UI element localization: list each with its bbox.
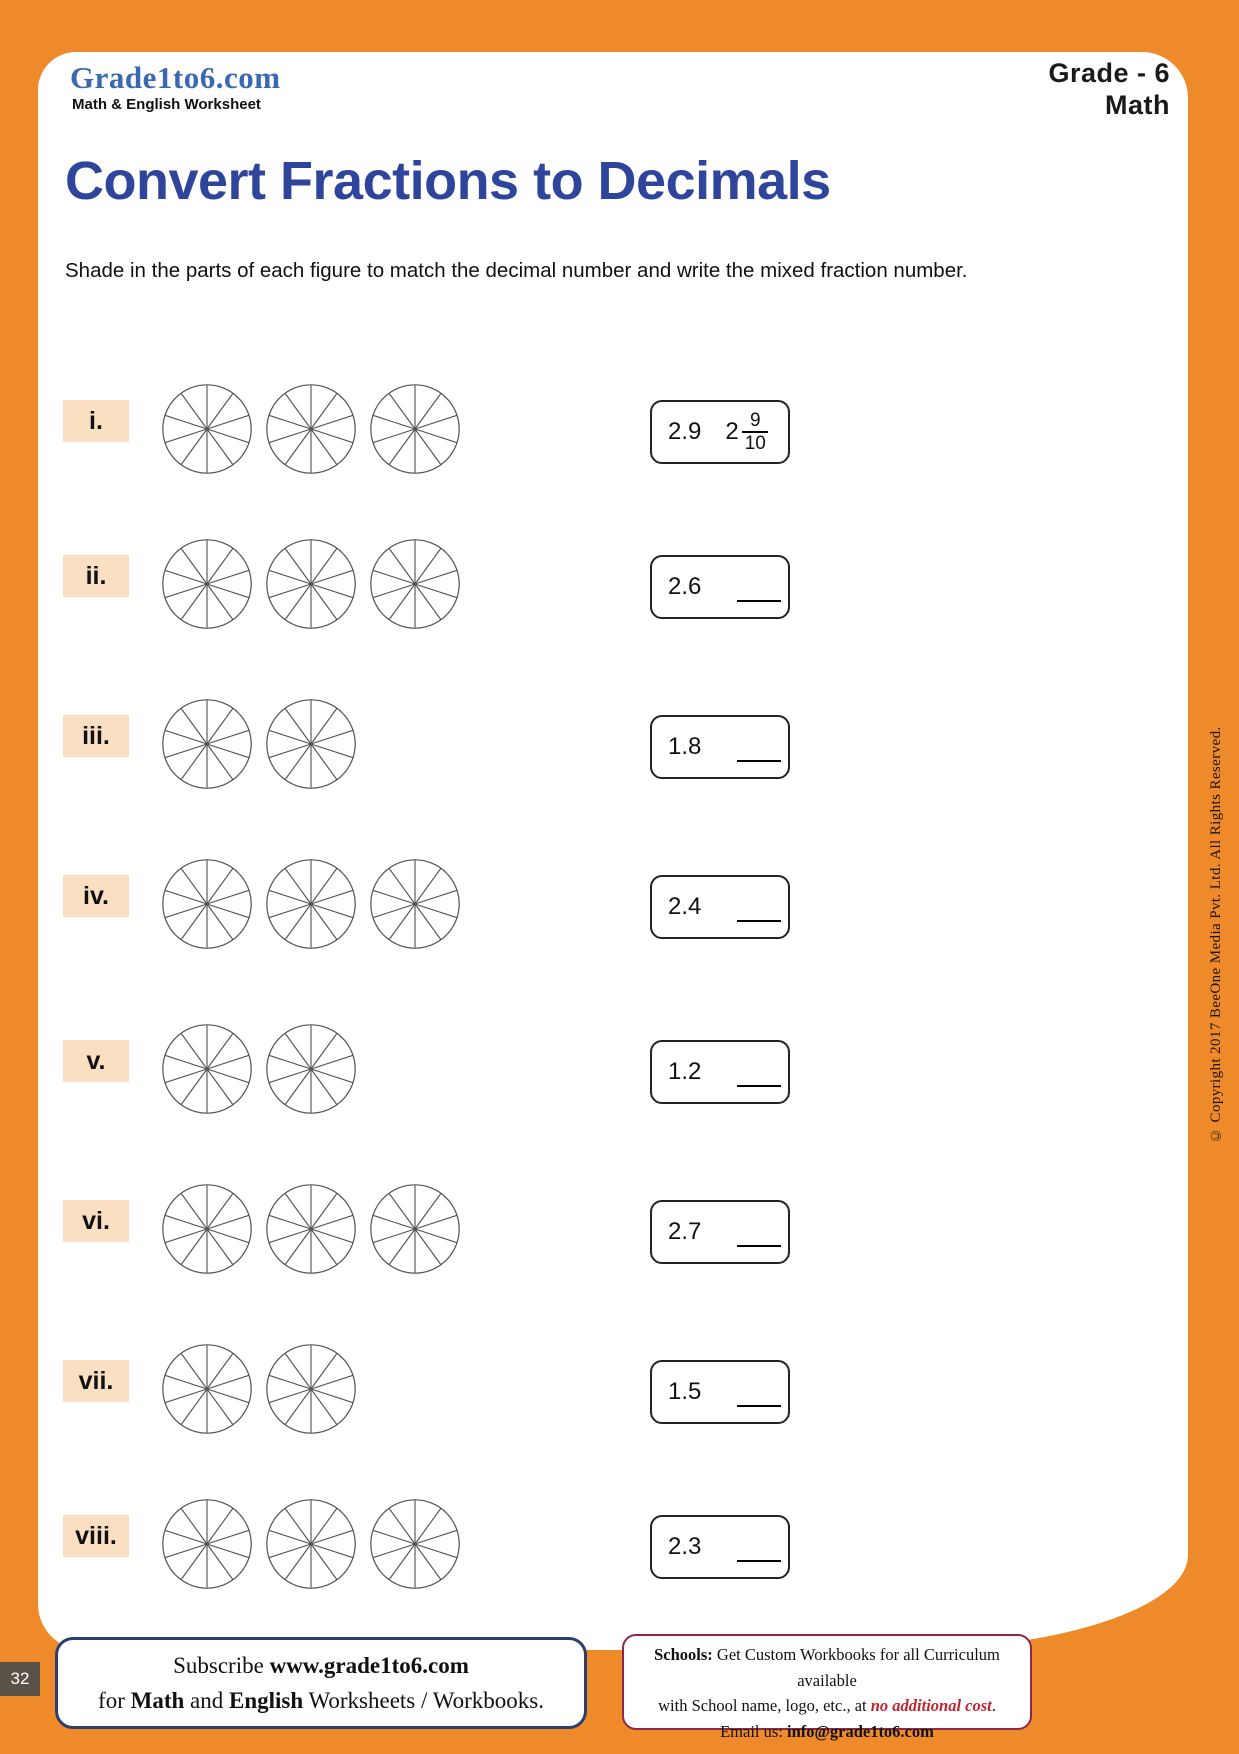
row-label: vii. [63, 1360, 129, 1402]
schools-line1: Schools: Get Custom Workbooks for all Curriculum available [654, 1645, 1000, 1690]
fraction-circle[interactable] [264, 697, 358, 791]
row-label: iv. [63, 875, 129, 917]
fraction-circle[interactable] [264, 537, 358, 631]
fraction-numerator: 9 [750, 410, 761, 431]
row-label: i. [63, 400, 129, 442]
row-circles [160, 382, 462, 476]
row-circles [160, 697, 358, 791]
grade-label: Grade - 6 [1048, 58, 1170, 88]
fraction-circle[interactable] [264, 382, 358, 476]
fraction-circle[interactable] [264, 1022, 358, 1116]
row-circles [160, 1497, 462, 1591]
contact-email: info@grade1to6.com [787, 1721, 934, 1741]
fraction-circle[interactable] [264, 1342, 358, 1436]
row-label: ii. [63, 555, 129, 597]
answer-blank[interactable] [737, 732, 781, 762]
decimal-value: 2.3 [668, 1533, 702, 1560]
fraction-circle[interactable] [160, 1182, 254, 1276]
exercise-row [60, 865, 1050, 1015]
fraction-circle[interactable] [160, 857, 254, 951]
decimal-value: 2.9 [668, 418, 702, 445]
fraction-circle[interactable] [160, 537, 254, 631]
row-label: v. [63, 1040, 129, 1082]
decimal-value: 2.4 [668, 893, 702, 920]
subject-label: Math [1105, 89, 1170, 120]
fraction-circle[interactable] [368, 1497, 462, 1591]
fraction-circle[interactable] [160, 1342, 254, 1436]
row-label: viii. [63, 1515, 129, 1557]
decimal-value: 1.8 [668, 733, 702, 760]
exercise-row [60, 705, 1050, 855]
answer-box [650, 400, 790, 464]
answer-box [650, 875, 790, 939]
grade-block [1048, 58, 1170, 122]
mixed-fraction [725, 410, 769, 454]
row-circles [160, 1022, 358, 1116]
schools-line3: Email us: info@grade1to6.com [720, 1721, 934, 1741]
answer-blank[interactable] [737, 1217, 781, 1247]
exercise-row [60, 390, 1050, 540]
copyright-vertical: © Copyright 2017 BeeOne Media Pvt. Ltd. All Rights Reserved. [1208, 726, 1224, 1144]
fraction-circle[interactable] [368, 857, 462, 951]
fraction-denominator: 10 [744, 433, 766, 454]
row-circles [160, 857, 462, 951]
fraction-circle[interactable] [264, 857, 358, 951]
answer-box [650, 1040, 790, 1104]
exercise-row [60, 1190, 1050, 1340]
subscribe-line1: Subscribe www.grade1to6.com [173, 1653, 469, 1678]
exercise-row [60, 1505, 1050, 1655]
answer-blank[interactable] [737, 572, 781, 602]
fraction-circle[interactable] [264, 1497, 358, 1591]
decimal-value: 2.6 [668, 573, 702, 600]
worksheet-panel [38, 52, 1188, 1650]
fraction-circle[interactable] [160, 382, 254, 476]
answer-blank[interactable] [737, 1057, 781, 1087]
subscribe-line2: for Math and English Worksheets / Workbooks. [98, 1687, 544, 1713]
answer-box [650, 1515, 790, 1579]
exercise-row [60, 1030, 1050, 1180]
answer-blank[interactable] [737, 1532, 781, 1562]
instructions-text: Shade in the parts of each figure to match the decimal number and write the mixed fraction number. [65, 259, 968, 282]
answer-box [650, 1360, 790, 1424]
row-label: vi. [63, 1200, 129, 1242]
row-circles [160, 1182, 462, 1276]
schools-line2: with School name, logo, etc., at no additional cost. [658, 1696, 996, 1716]
exercise-row [60, 1350, 1050, 1500]
fraction-circle[interactable] [368, 537, 462, 631]
fraction-whole: 2 [725, 418, 739, 445]
row-circles [160, 537, 462, 631]
decimal-value: 1.2 [668, 1058, 702, 1085]
page-number: 32 [0, 1662, 40, 1696]
fraction-circle[interactable] [368, 1182, 462, 1276]
row-circles [160, 1342, 358, 1436]
fraction-circle[interactable] [160, 1497, 254, 1591]
answer-box [650, 555, 790, 619]
site-tagline: Math & English Worksheet [72, 96, 261, 113]
decimal-value: 2.7 [668, 1218, 702, 1245]
exercise-row [60, 545, 1050, 695]
schools-box [622, 1634, 1032, 1741]
fraction-circle[interactable] [264, 1182, 358, 1276]
answer-blank[interactable] [737, 892, 781, 922]
row-label: iii. [63, 715, 129, 757]
worksheet-title: Convert Fractions to Decimals [65, 151, 831, 211]
fraction-circle[interactable] [160, 1022, 254, 1116]
subscribe-box [55, 1637, 587, 1729]
subscribe-site-link: www.grade1to6.com [269, 1653, 469, 1678]
decimal-value: 1.5 [668, 1378, 702, 1405]
no-additional-cost-text: no additional cost [870, 1696, 992, 1716]
fraction-circle[interactable] [160, 697, 254, 791]
answer-box [650, 1200, 790, 1264]
answer-blank[interactable] [737, 1377, 781, 1407]
fraction-circle[interactable] [368, 382, 462, 476]
fraction-stack [742, 410, 769, 454]
site-logo: Grade1to6.com [70, 60, 281, 95]
answer-box [650, 715, 790, 779]
